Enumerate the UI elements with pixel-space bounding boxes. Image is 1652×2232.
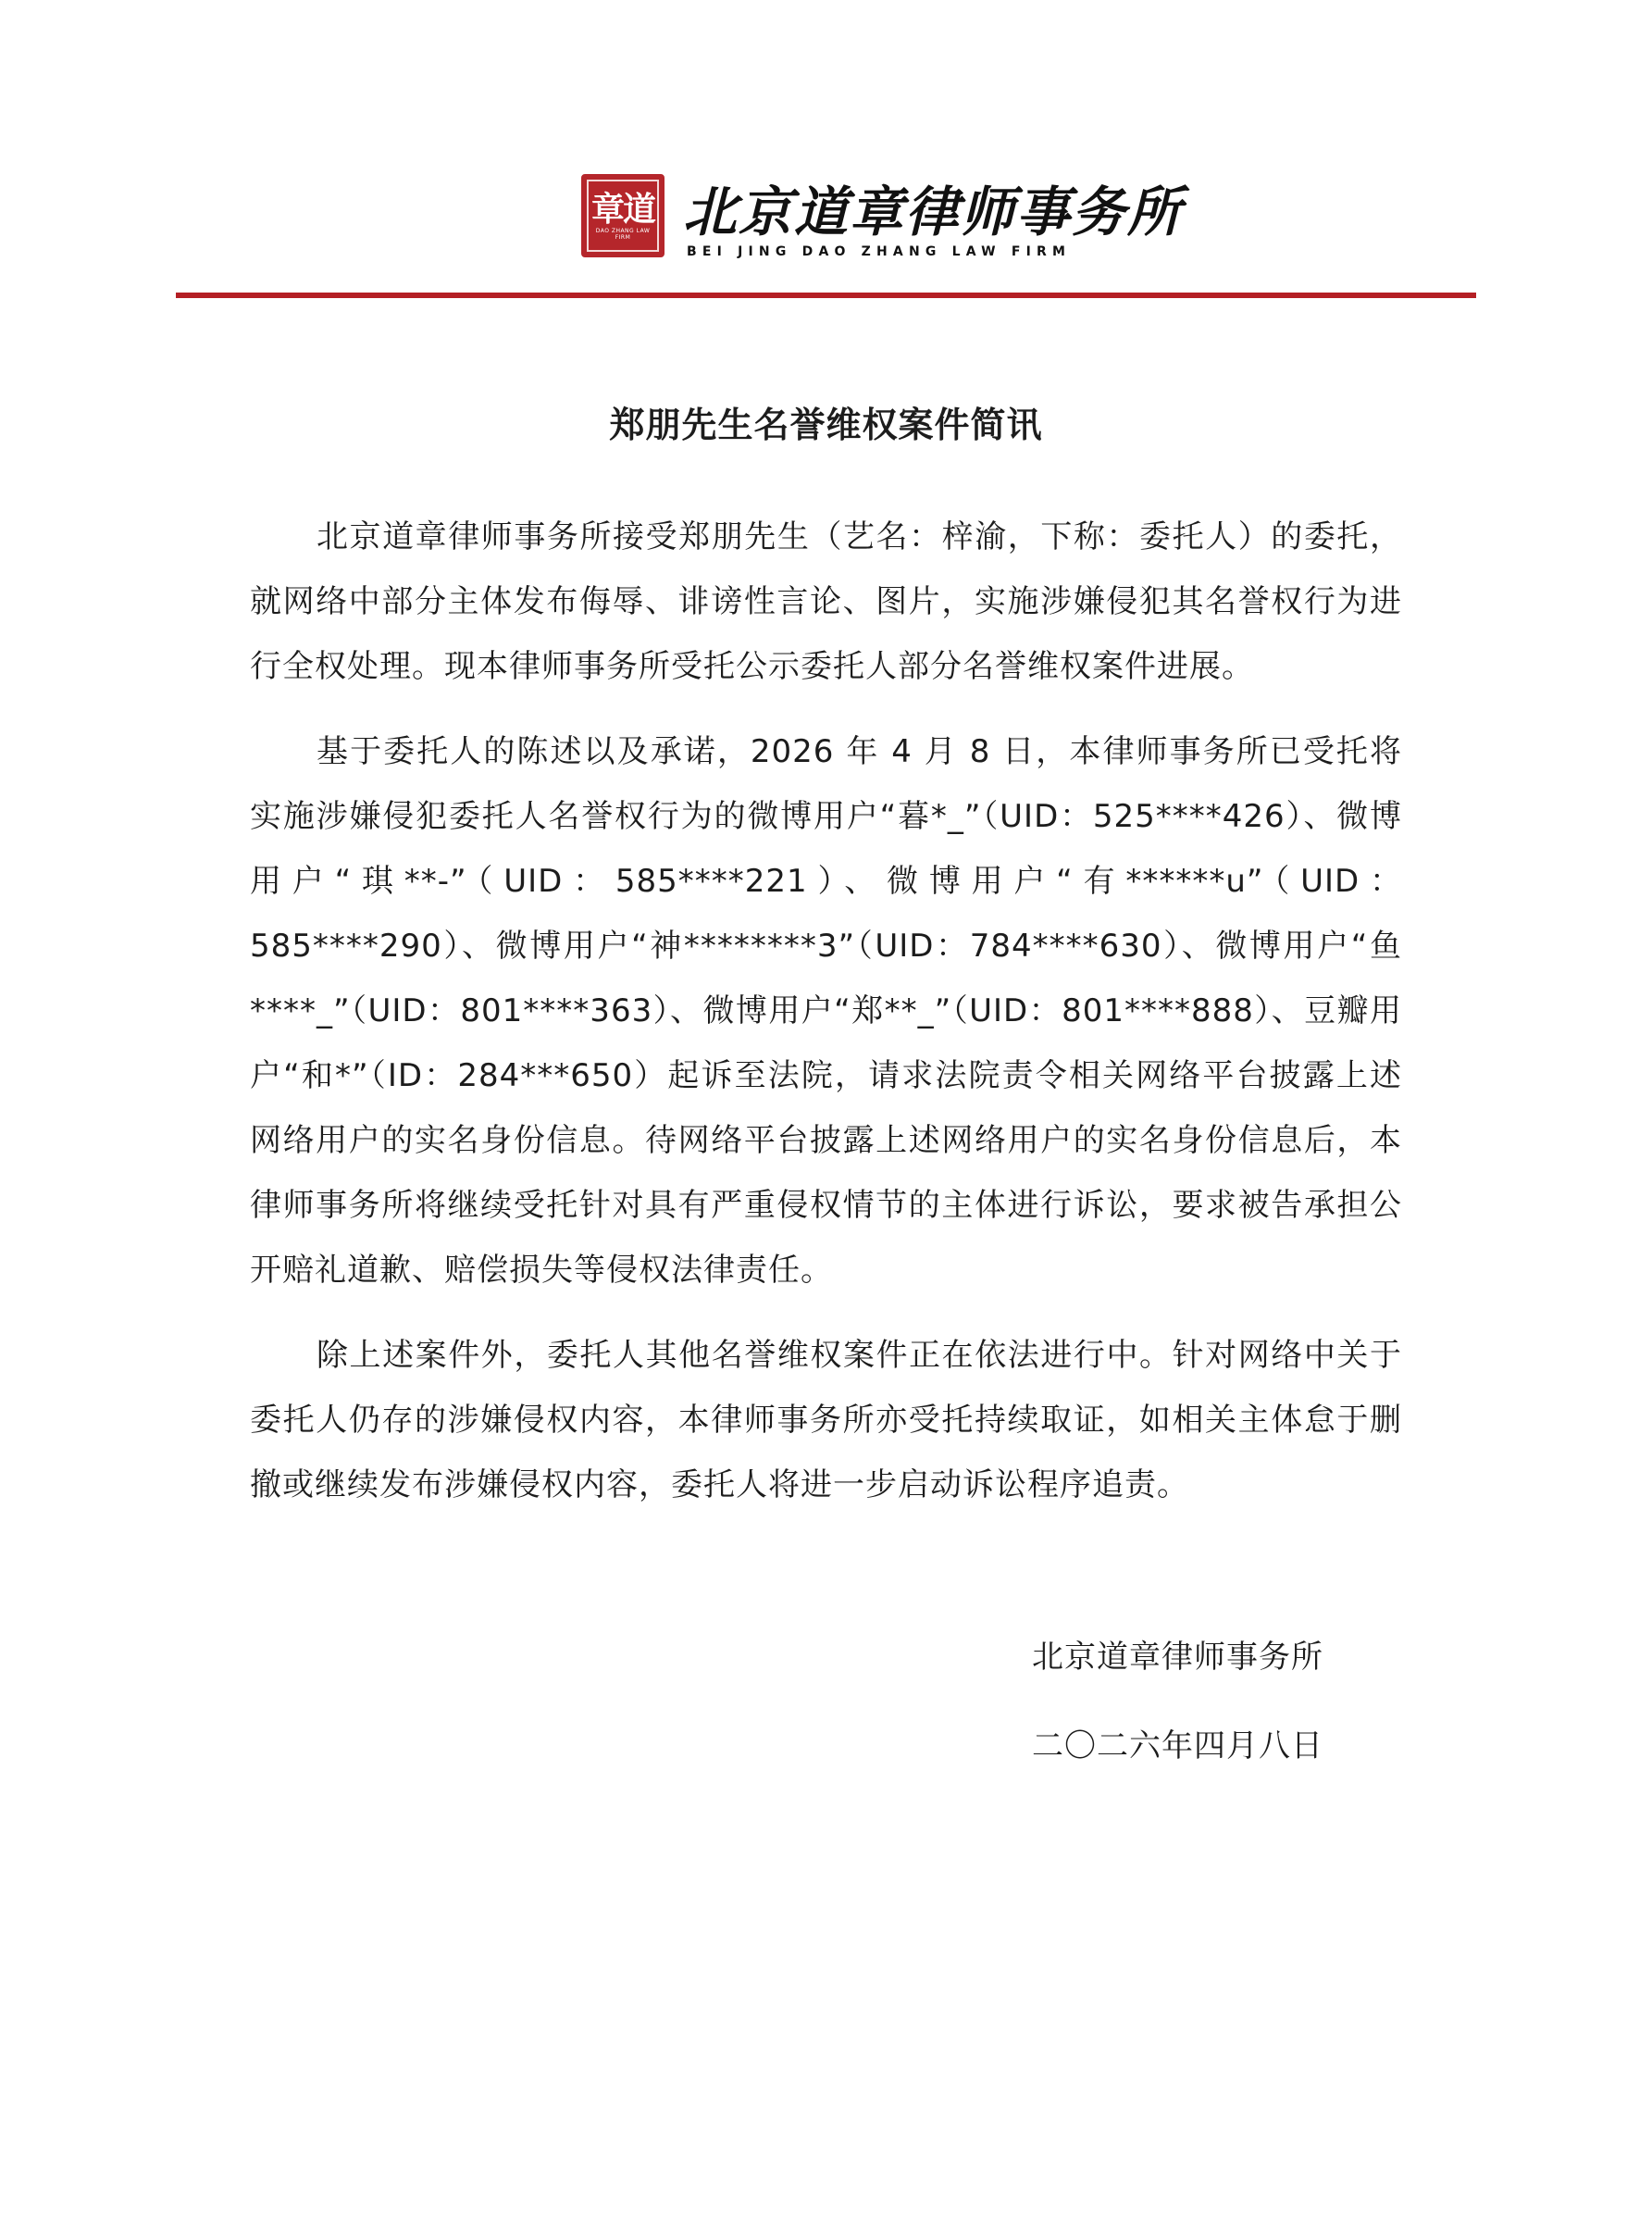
header-divider-rule (176, 293, 1476, 298)
paragraph-3: 除上述案件外，委托人其他名誉维权案件正在依法进行中。针对网络中关于委托人仍存的涉嫌侵权内容，本律师事务所亦受托持续取证，如相关主体怠于删撤或继续发布涉嫌侵权内容，委托人将进一步启动诉讼程序追责。 (250, 1337, 1402, 1503)
seal-border (587, 180, 659, 252)
seal-characters: 章道 (590, 190, 654, 229)
document-body (250, 505, 1402, 1538)
firm-name-english: BEI JING DAO ZHANG LAW FIRM (687, 244, 1072, 259)
signature-date: 二〇二六年四月八日 (1032, 1727, 1323, 1764)
firm-seal-logo (581, 174, 665, 257)
letterhead (0, 0, 1652, 278)
document-title: 郑朋先生名誉维权案件简讯 (609, 405, 1043, 445)
paragraph-2: 基于委托人的陈述以及承诺，2026 年 4 月 8 日，本律师事务所已受托将实施涉嫌侵犯委托人名誉权行为的微博用户“暮*_”（UID：525****426）、微博用户“琪**-”（UID：585****221）、微博用户“有******u”（UID：585****290）、微博用户“神********3”（UID：784****630）、微博用户“鱼****_”（UID：801****363）、微博用户“郑**_”（UID：801****888）、豆瓣用户“和*”（ID：284***650）起诉至法院，请求法院责令相关网络平台披露上述网络用户的实名身份信息。待网络平台披露上述网络用户的实名身份信息后，本律师事务所将继续受托针对具有严重侵权情节的主体进行诉讼，要求被告承担公开赔礼道歉、赔偿损失等侵权法律责任。 (250, 733, 1402, 1289)
paragraph-1: 北京道章律师事务所接受郑朋先生（艺名：梓渝，下称：委托人）的委托，就网络中部分主体发布侮辱、诽谤性言论、图片，实施涉嫌侵犯其名誉权行为进行全权处理。现本律师事务所受托公示委托人部分名誉维权案件进展。 (250, 518, 1402, 685)
firm-name-logotype: 北京道章律师事务所 (683, 181, 1184, 243)
signature-firm-name: 北京道章律师事务所 (1032, 1639, 1323, 1676)
seal-subtext: DAO ZHANG LAW FIRM (595, 228, 651, 241)
